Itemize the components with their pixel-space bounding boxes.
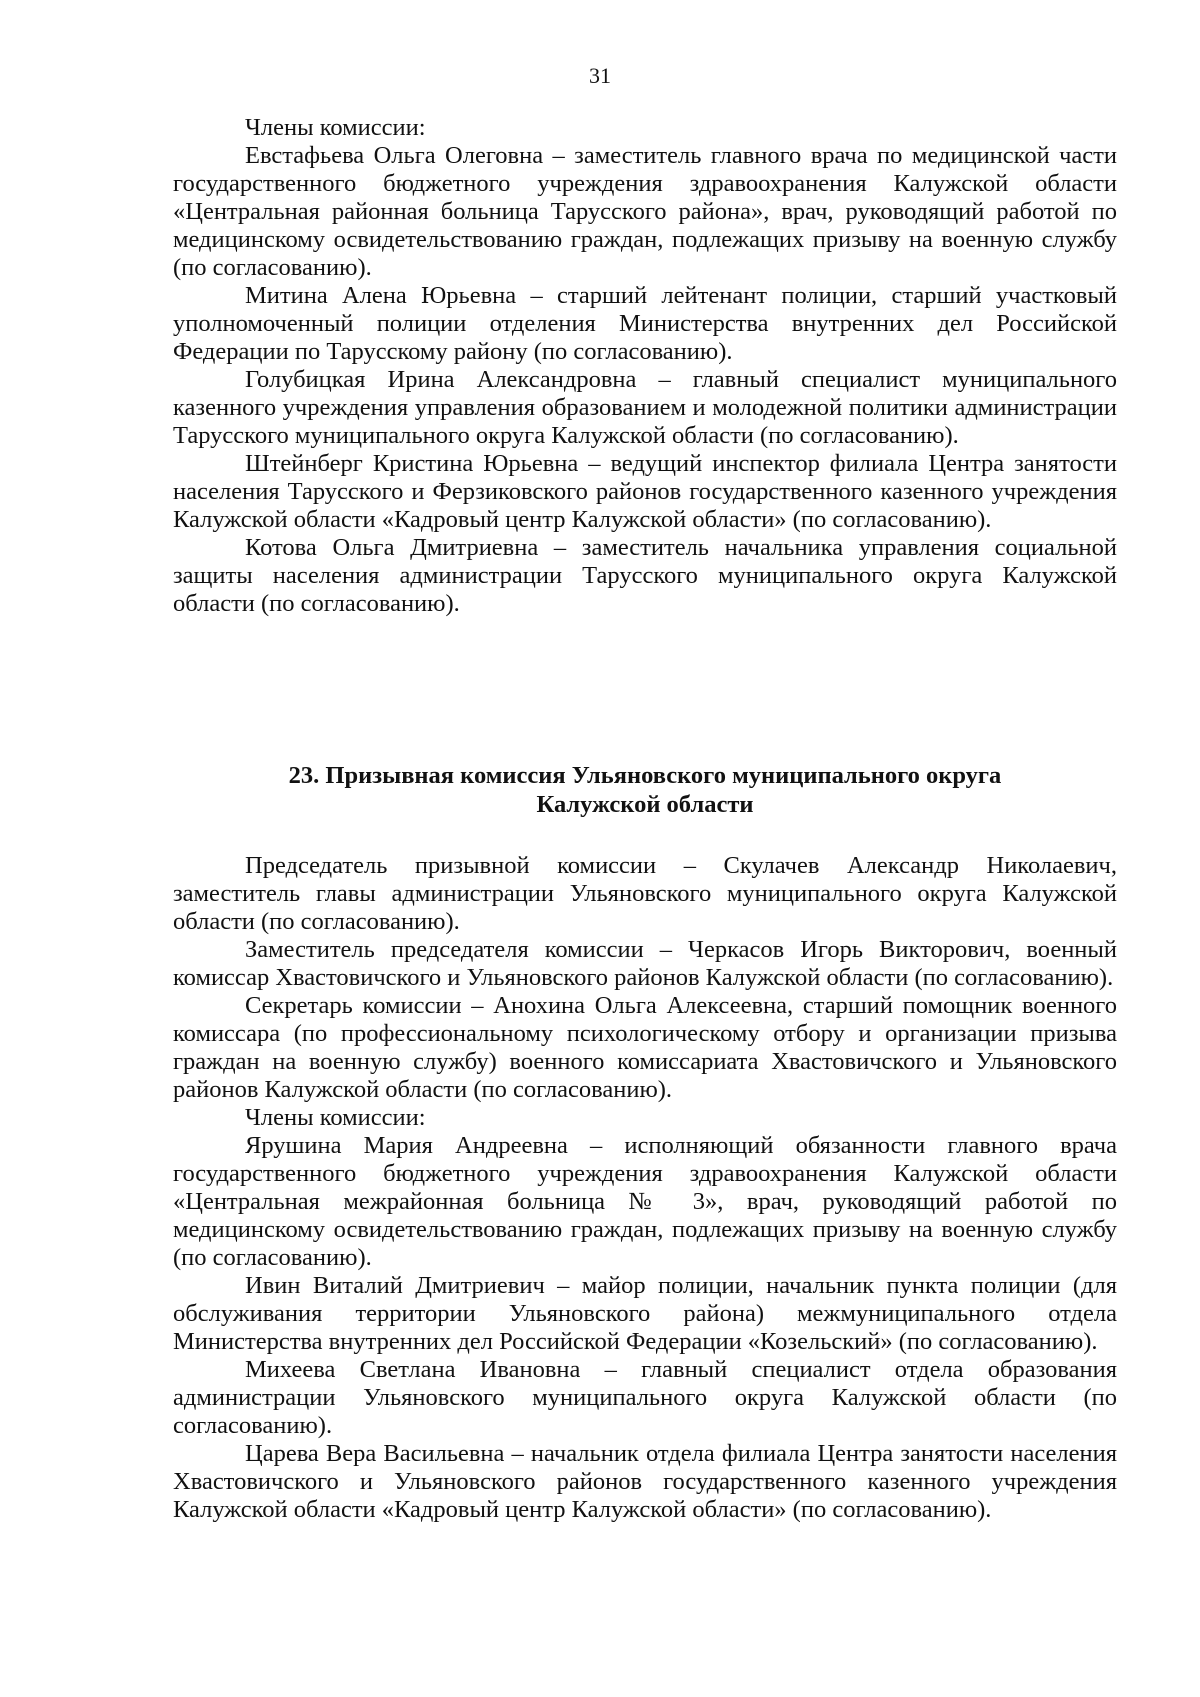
section-heading-line: 23. Призывная комиссия Ульяновского муниципального округа bbox=[288, 762, 1002, 789]
members-label: Члены комиссии: bbox=[245, 1104, 426, 1131]
section-heading-line: Калужской области bbox=[536, 791, 754, 818]
member-paragraph: Штейнберг Кристина Юрьевна – ведущий инспектор филиала Центра занятости населения Тарусского и Ферзиковского районов государственного казенного учреждения Калужской области «Кадровый центр Калужской области» (по согласованию). bbox=[173, 450, 1117, 533]
member-paragraph: Митина Алена Юрьевна – старший лейтенант полиции, старший участковый уполномоченный полиции отделения Министерства внутренних дел Российской Федерации по Тарусскому району (по согласованию). bbox=[173, 282, 1117, 365]
members-label: Члены комиссии: bbox=[245, 114, 426, 141]
commission-members-section-tarusa bbox=[173, 114, 1117, 618]
member-paragraph: Евстафьева Ольга Олеговна – заместитель главного врача по медицинской части государственного бюджетного учреждения здравоохранения Калужской области «Центральная районная больница Тарусского района», врач, руководящий работой по медицинскому освидетельствованию граждан, подлежащих призыву на военную службу (по согласованию). bbox=[173, 142, 1117, 281]
secretary-paragraph: Секретарь комиссии – Анохина Ольга Алексеевна, старший помощник военного комиссара (по профессиональному психологическому отбору и организации призыва граждан на военную службу) военного комиссариата Хвастовичского и Ульяновского районов Калужской области (по согласованию). bbox=[173, 992, 1117, 1103]
deputy-chairman-paragraph: Заместитель председателя комиссии – Черкасов Игорь Викторович, военный комиссар Хвастовичского и Ульяновского районов Калужской области (по согласованию). bbox=[173, 936, 1117, 991]
member-paragraph: Царева Вера Васильевна – начальник отдела филиала Центра занятости населения Хвастовичского и Ульяновского районов государственного казенного учреждения Калужской области «Кадровый центр Калужской области» (по согласованию). bbox=[173, 1440, 1117, 1523]
member-paragraph: Котова Ольга Дмитриевна – заместитель начальника управления социальной защиты населения администрации Тарусского муниципального округа Калужской области (по согласованию). bbox=[173, 534, 1117, 617]
page-number: 31 bbox=[589, 63, 611, 88]
chairman-paragraph: Председатель призывной комиссии – Скулачев Александр Николаевич, заместитель главы администрации Ульяновского муниципального округа Калужской области (по согласованию). bbox=[173, 852, 1117, 935]
section-heading bbox=[173, 761, 1117, 819]
member-paragraph: Ивин Виталий Дмитриевич – майор полиции, начальник пункта полиции (для обслуживания территории Ульяновского района) межмуниципального отдела Министерства внутренних дел Российской Федерации «Козельский» (по согласованию). bbox=[173, 1272, 1117, 1355]
member-paragraph: Голубицкая Ирина Александровна – главный специалист муниципального казенного учреждения управления образованием и молодежной политики администрации Тарусского муниципального округа Калужской области (по согласованию). bbox=[173, 366, 1117, 449]
commission-section-ulyanovsk bbox=[173, 852, 1117, 1524]
member-paragraph: Ярушина Мария Андреевна – исполняющий обязанности главного врача государственного бюджетного учреждения здравоохранения Калужской области «Центральная межрайонная больница № 3», врач, руководящий работой по медицинскому освидетельствованию граждан, подлежащих призыву на военную службу (по согласованию). bbox=[173, 1132, 1117, 1271]
member-paragraph: Михеева Светлана Ивановна – главный специалист отдела образования администрации Ульяновского муниципального округа Калужской области (по согласованию). bbox=[173, 1356, 1117, 1439]
